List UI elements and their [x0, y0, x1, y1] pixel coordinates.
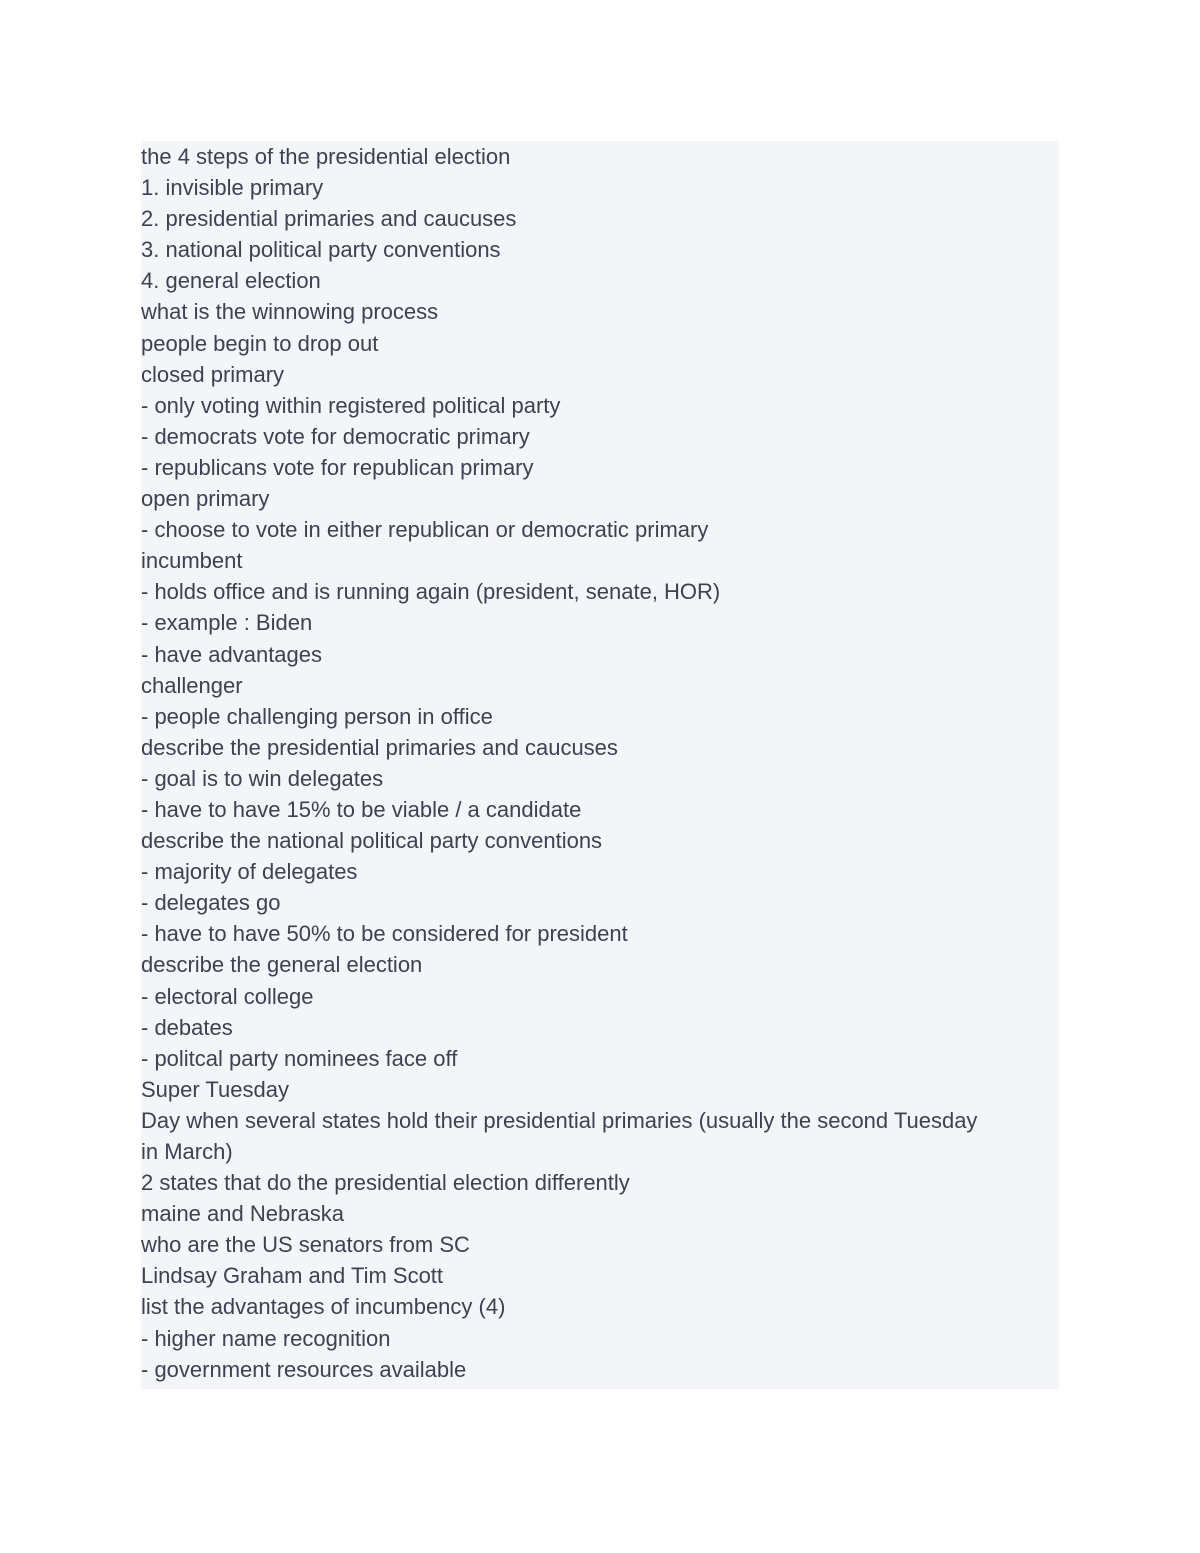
notes-line: - debates	[141, 1014, 233, 1040]
notes-line: Day when several states hold their presidential primaries (usually the second Tuesday	[141, 1107, 978, 1133]
notes-line: - holds office and is running again (president, senate, HOR)	[141, 579, 721, 605]
notes-line: - have advantages	[141, 641, 323, 667]
notes-line: - example : Biden	[141, 610, 313, 636]
notes-line: Lindsay Graham and Tim Scott	[141, 1263, 444, 1289]
notes-line: 2. presidential primaries and caucuses	[141, 206, 517, 232]
notes-line: - have to have 15% to be viable / a candidate	[141, 796, 582, 822]
notes-line: in March)	[141, 1139, 233, 1164]
notes-line: - have to have 50% to be considered for president	[141, 921, 628, 947]
notes-line: - majority of delegates	[141, 859, 358, 885]
notes-line: - politcal party nominees face off	[141, 1045, 458, 1071]
notes-line: what is the winnowing process	[141, 299, 439, 325]
notes-line: - people challenging person in office	[141, 703, 493, 729]
notes-line: closed primary	[141, 361, 285, 387]
notes-line: - only voting within registered political party	[141, 392, 561, 418]
notes-line: - goal is to win delegates	[141, 765, 384, 791]
notes-line: Super Tuesday	[141, 1076, 289, 1102]
notes-line: challenger	[141, 672, 243, 698]
notes-line: who are the US senators from SC	[141, 1232, 470, 1258]
notes-line: maine and Nebraska	[141, 1201, 345, 1227]
notes-line: list the advantages of incumbency (4)	[141, 1294, 506, 1320]
notes-line: - electoral college	[141, 983, 314, 1009]
notes-text-block	[141, 141, 1059, 1389]
notes-line: - higher name recognition	[141, 1325, 391, 1351]
notes-line: - democrats vote for democratic primary	[141, 423, 530, 449]
notes-line: 4. general election	[141, 268, 321, 294]
notes-line: - delegates go	[141, 890, 281, 916]
notes-line: the 4 steps of the presidential election	[141, 144, 511, 169]
notes-line: open primary	[141, 486, 270, 512]
notes-line: 2 states that do the presidential election differently	[141, 1170, 630, 1196]
notes-line: - government resources available	[141, 1356, 467, 1382]
notes-line: 3. national political party conventions	[141, 237, 501, 263]
notes-line: people begin to drop out	[141, 330, 379, 356]
notes-line: - republicans vote for republican primary	[141, 454, 534, 480]
notes-line: describe the presidential primaries and caucuses	[141, 734, 618, 760]
notes-line: describe the general election	[141, 952, 423, 978]
notes-line: - choose to vote in either republican or democratic primary	[141, 517, 709, 543]
notes-line: incumbent	[141, 548, 243, 574]
notes-line: 1. invisible primary	[141, 175, 324, 201]
notes-line: describe the national political party conventions	[141, 828, 603, 854]
